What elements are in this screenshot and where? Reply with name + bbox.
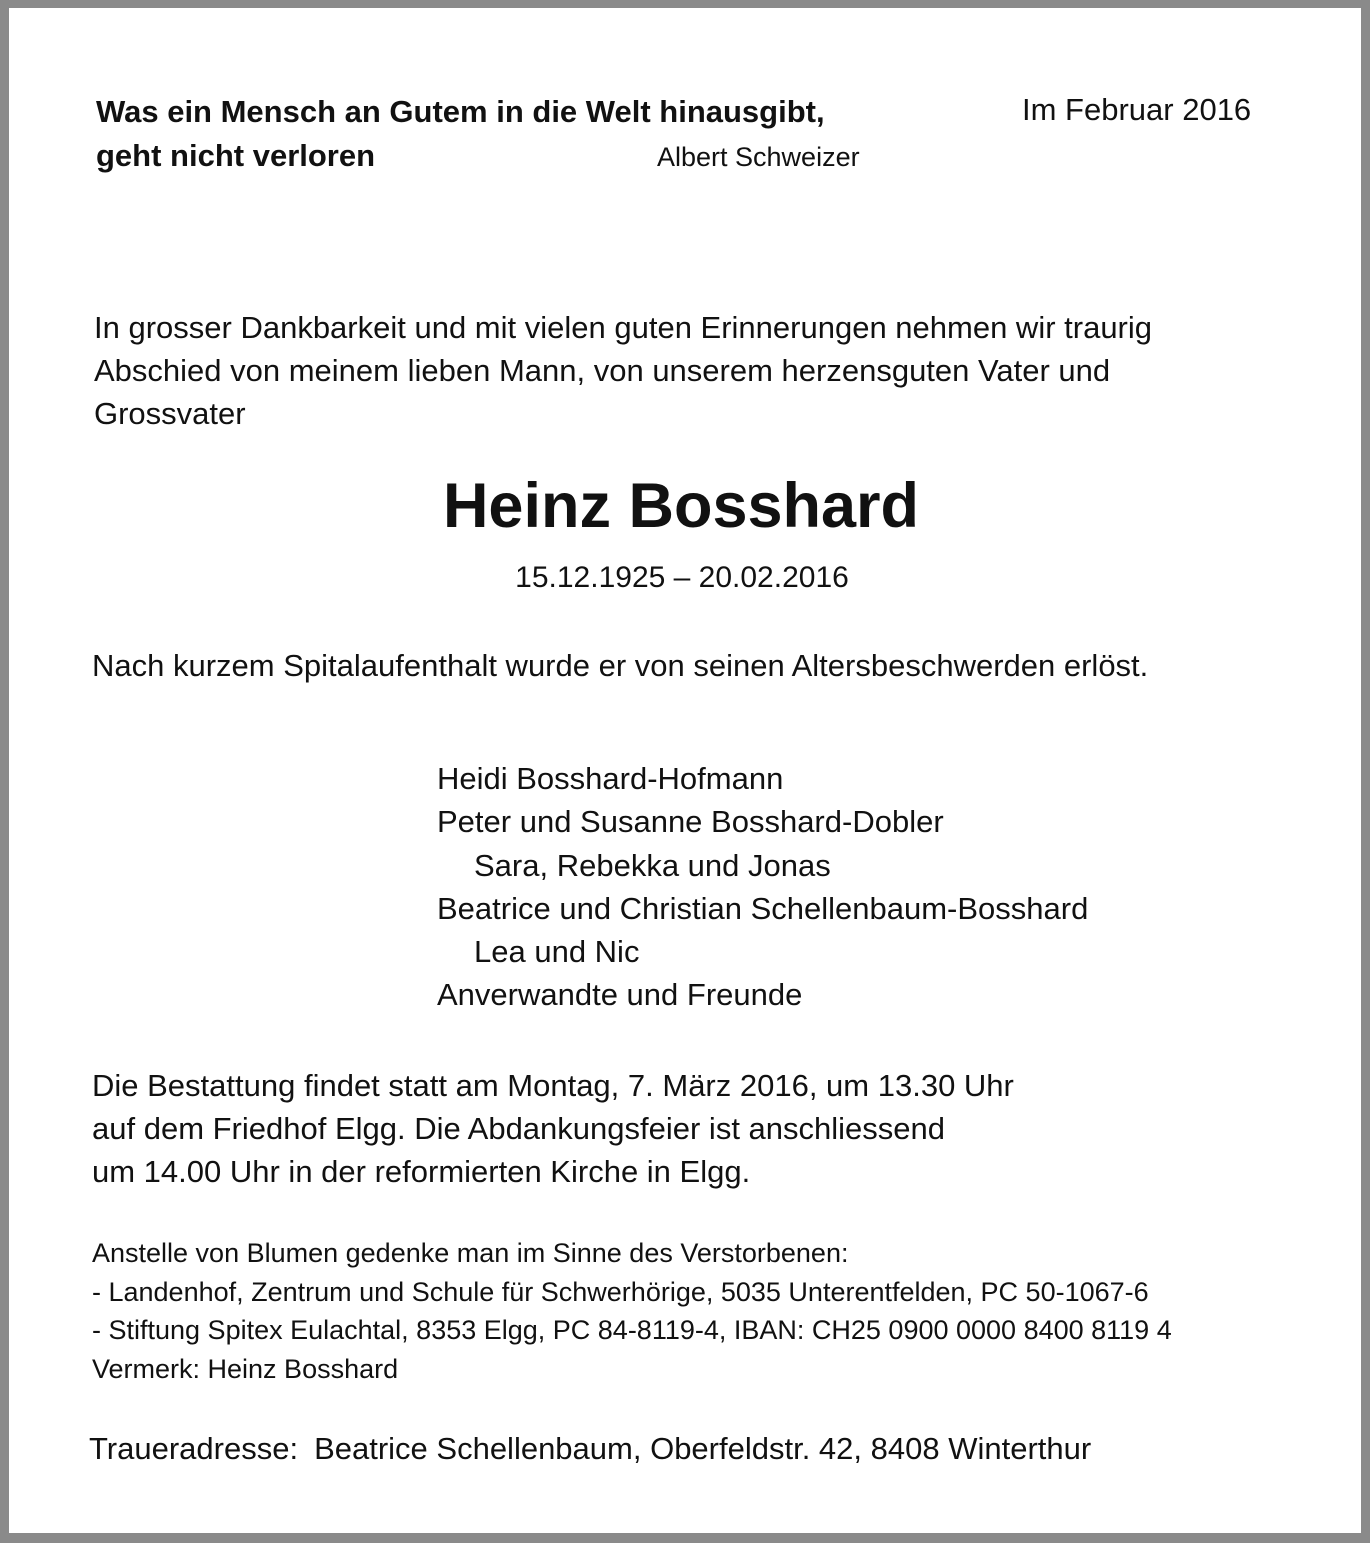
mourner-line-grandchildren: Lea und Nic — [474, 934, 640, 970]
deceased-name: Heinz Bosshard — [442, 471, 920, 541]
funeral-line: auf dem Friedhof Elgg. Die Abdankungsfeier ist anschliessend — [92, 1111, 945, 1146]
quote-line-2: geht nicht verloren — [96, 138, 376, 173]
mourner-line: Anverwandte und Freunde — [437, 977, 803, 1013]
mourner-line: Heidi Bosshard-Hofmann — [437, 761, 784, 796]
obituary-page — [9, 8, 1361, 1533]
release-paragraph: Nach kurzem Spitalaufenthalt wurde er von seinen Altersbeschwerden erlöst. — [92, 648, 1149, 683]
mourner-line-grandchildren: Sara, Rebekka und Jonas — [474, 847, 831, 883]
mourner-line: Beatrice und Christian Schellenbaum-Bosshard — [437, 890, 1089, 926]
donation-notice — [92, 1234, 1172, 1388]
donation-line: Anstelle von Blumen gedenke man im Sinne des Verstorbenen: — [92, 1238, 849, 1268]
mourner-line: Peter und Susanne Bosshard-Dobler — [437, 804, 944, 840]
donation-line: - Stiftung Spitex Eulachtal, 8353 Elgg, PC 84-8119-4, IBAN: CH25 0900 0000 8400 8119 4 — [92, 1315, 1172, 1345]
address-value: Beatrice Schellenbaum, Oberfeldstr. 42, 8408 Winterthur — [314, 1431, 1092, 1466]
mourning-address — [89, 1431, 1091, 1467]
donation-line: - Landenhof, Zentrum und Schule für Schwerhörige, 5035 Unterentfelden, PC 50-1067-6 — [92, 1276, 1149, 1307]
address-label: Traueradresse: — [89, 1431, 299, 1466]
funeral-line: Die Bestattung findet statt am Montag, 7. März 2016, um 13.30 Uhr — [92, 1068, 1014, 1103]
donation-line: Vermerk: Heinz Bosshard — [92, 1353, 399, 1384]
funeral-details — [92, 1064, 1014, 1193]
funeral-line: um 14.00 Uhr in der reformierten Kirche in Elgg. — [92, 1154, 751, 1189]
publication-date: Im Februar 2016 — [1022, 92, 1252, 127]
intro-paragraph: In grosser Dankbarkeit und mit vielen guten Erinnerungen nehmen wir traurig Abschied von meinem lieben Mann, von unserem herzensguten Vater und Grossvater — [94, 310, 1153, 431]
quote-line-1: Was ein Mensch an Gutem in die Welt hinausgibt, — [96, 94, 825, 129]
life-dates: 15.12.1925 – 20.02.2016 — [515, 561, 849, 594]
quote-author: Albert Schweizer — [657, 142, 860, 172]
mourners-list — [437, 757, 1088, 1017]
